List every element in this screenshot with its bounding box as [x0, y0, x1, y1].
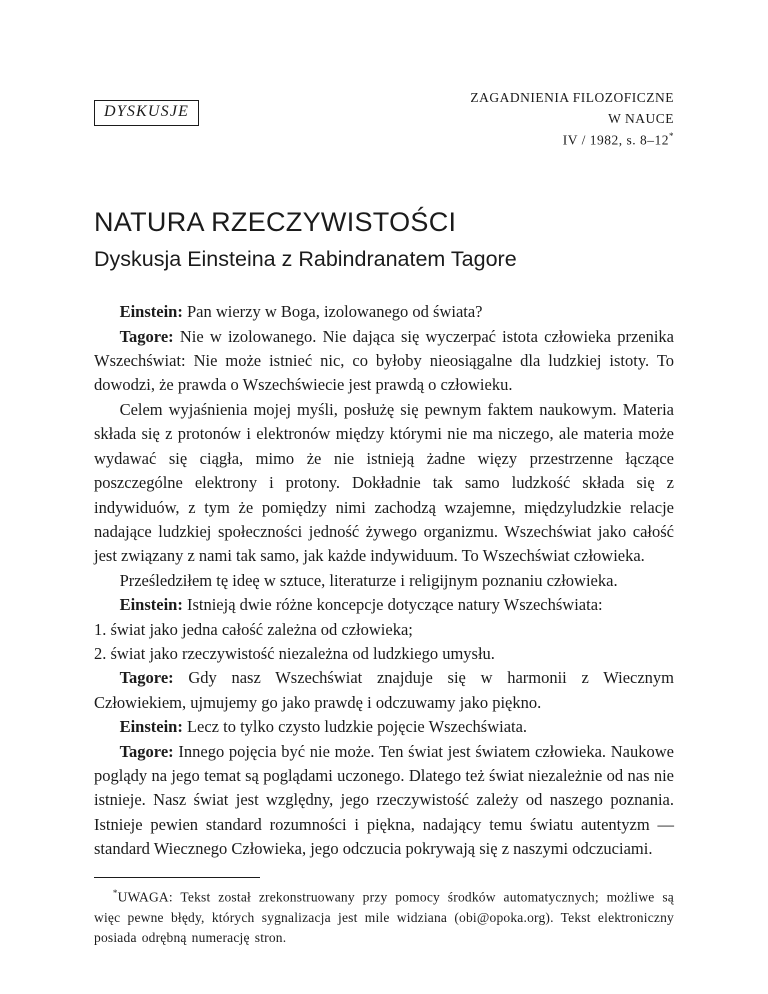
page-header: [94, 88, 674, 151]
speaker-name: Tagore:: [119, 741, 174, 761]
paragraph: [94, 325, 674, 398]
paragraph: [94, 715, 674, 739]
article-subtitle: Dyskusja Einsteina z Rabindranatem Tagore: [94, 247, 517, 272]
footnote-rule: [94, 877, 260, 878]
issue-footnote-mark: *: [669, 130, 674, 141]
paragraph: [94, 300, 674, 324]
speaker-name: Tagore:: [119, 668, 174, 688]
paragraph-text: Celem wyjaśnienia mojej myśli, posłużę się pewnym faktem naukowym. Materia składa się z protonów i elektronów między którymi nie ma niczego, ale materia może wydawać się ciągła, mimo że nie istnieją żadne więzy przestrzenne łączące poszczególne elektrony i protony. Dokładnie tak samo ludzkość składa się z indywiduów, z tym że pomiędzy nimi zachodzą wzajemne, międzyludzkie relacje nadające ludzkiej społeczności jedność żywego organizmu. Wszechświat jako całość jest związany z nami tak samo, jak każde indywiduum. To Wszechświat człowieka.: [94, 399, 674, 566]
title-block: [94, 207, 674, 272]
paragraph-text: 2. świat jako rzeczywistość niezależna od ludzkiego umysłu.: [94, 643, 495, 663]
speaker-name: Einstein:: [119, 595, 183, 615]
footnote-text: UWAGA: Tekst został zrekonstruowany przy pomocy środków automatycznych; możliwe są więc pewne błędy, których sygnalizacja jest mile widziana (obi@opoka.org). Tekst elektroniczny posiada odrębną numerację stron.: [94, 889, 674, 945]
footnote-marker: *: [112, 887, 118, 898]
article-body: [94, 300, 674, 861]
paragraph: [94, 593, 674, 617]
article-title: NATURA RZECZYWISTOŚCI: [94, 207, 457, 238]
journal-issue-text: IV / 1982, s. 8–12: [562, 132, 669, 148]
journal-name-line2: W NAUCE: [608, 110, 674, 126]
paragraph-text: Lecz to tylko czysto ludzkie pojęcie Wszechświata.: [182, 717, 528, 737]
journal-issue: [470, 130, 674, 151]
paragraph-text: Pan wierzy w Boga, izolowanego od świata?: [182, 302, 483, 322]
list-item: [94, 642, 674, 666]
paragraph-text: Prześledziłem tę ideę w sztuce, literaturze i religijnym poznaniu człowieka.: [119, 570, 618, 590]
speaker-name: Tagore:: [119, 326, 174, 346]
paragraph-text: Istnieją dwie różne koncepcje dotyczące natury Wszechświata:: [182, 595, 603, 615]
footnote-area: [94, 877, 674, 948]
speaker-name: Einstein:: [119, 302, 183, 322]
paragraph-text: Gdy nasz Wszechświat znajduje się w harmonii z Wiecznym Człowiekiem, ujmujemy go jako prawdę i odczuwamy jako piękno.: [94, 668, 674, 712]
paragraph: [94, 740, 674, 862]
footnote: [94, 887, 674, 948]
journal-info: [470, 88, 674, 151]
journal-name-line1: ZAGADNIENIA FILOZOFICZNE: [470, 90, 674, 105]
speaker-name: Einstein:: [119, 717, 183, 737]
section-badge: [94, 100, 199, 126]
list-item: [94, 618, 674, 642]
paragraph: [94, 398, 674, 569]
paragraph-text: 1. świat jako jedna całość zależna od człowieka;: [94, 619, 413, 639]
paragraph-text: Nie w izolowanego. Nie dająca się wyczerpać istota człowieka przenika Wszechświat: Nie może istnieć nic, co byłoby nieosiągalne dla ludzkiej istoty. To dowodzi, że prawda o Wszechświecie jest prawdą o człowieku.: [94, 326, 674, 395]
paragraph: [94, 666, 674, 715]
section-badge-label: DYSKUSJE: [104, 103, 190, 120]
paragraph: [94, 569, 674, 593]
paragraph-text: Innego pojęcia być nie może. Ten świat jest światem człowieka. Naukowe poglądy na jego temat są poglądami uczonego. Dlatego też świat niezależnie od nas nie istnieje. Nasz świat jest względny, jego rzeczywistość zależy od naszego poznania. Istnieje pewien standard rozumności i piękna, nadający temu światu autentyzm — standard Wiecznego Człowieka, jego odczucia pokrywają się z naszymi odczuciami.: [94, 741, 674, 859]
